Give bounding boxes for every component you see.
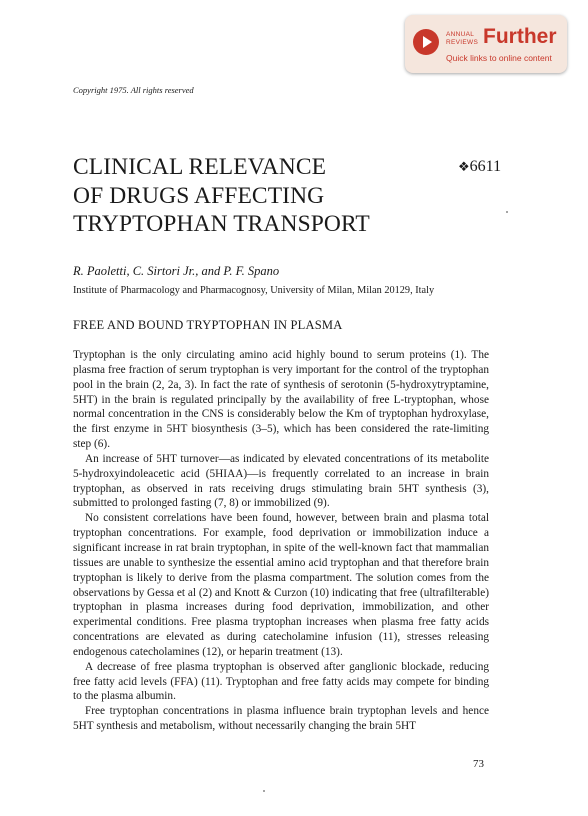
copyright-notice: Copyright 1975. All rights reserved [73, 85, 194, 95]
paragraph: A decrease of free plasma tryptophan is observed after ganglionic blockade, reducing free fatty acid levels (FFA) (11). Tryptophan and free fatty acids may compete for binding to the plasma albumin. [73, 660, 489, 703]
title-line: CLINICAL RELEVANCE [73, 154, 327, 180]
title-line: TRYPTOPHAN TRANSPORT [73, 211, 370, 237]
section-heading: FREE AND BOUND TRYPTOPHAN IN PLASMA [73, 318, 343, 332]
banner-subtitle: Quick links to online content [446, 53, 552, 63]
annual-reviews-logo-text: ANNUAL REVIEWS [446, 31, 479, 46]
page-number: 73 [473, 758, 484, 770]
authors: R. Paoletti, C. Sirtori Jr., and P. F. Spano [73, 264, 280, 278]
play-arrow-icon [413, 29, 439, 55]
paragraph: No consistent correlations have been found, however, between brain and plasma total tryptophan concentrations. For example, food deprivation or immobilization induce a significant increase in rat brain tryptophan, in spite of the well-known fact that mammalian tissues are unable to synthesize the essential amino acid tryptophan and that therefore brain tryptophan is likely to derive from the plasma compartment. The solution comes from the observations by Gessa et al (2) and Knott & Curzon (10) indicating that free (ultrafilterable) tryptophan in plasma increases during food deprivation, immobilization, and other experimental conditions. Free plasma tryptophan increases when plasma free fatty acids concentrations are elevated as during catecholamine infusion (11), stresses releasing endogenous catecholamines (12), or heparin treatment (13). [73, 512, 489, 658]
further-label: Further [483, 25, 557, 48]
annual-reviews-further-banner[interactable] [405, 15, 567, 73]
article-title [73, 153, 370, 239]
paragraph: An increase of 5HT turnover—as indicated by elevated concentrations of its metabolite 5-hydroxyindoleacetic acid (5HIAA)—is frequently correlated to an increase in brain tryptophan, as observed in rats receiving drugs stimulating brain 5HT synthesis (3), submitted to prolonged fasting (7, 8) or immobilized (9). [73, 452, 489, 510]
paragraph: Tryptophan is the only circulating amino acid highly bound to serum proteins (1). The plasma free fraction of serum tryptophan is very important for the control of the tryptophan pool in the brain (2, 2a, 3). In fact the rate of synthesis of serotonin (5-hydroxytryptamine, 5HT) in the brain is regulated principally by the availability of free L-tryptophan, whose normal concentration in the CNS is considerably below the Km of tryptophan hydroxylase, the first enzyme in 5HT biosynthesis (3–5), which has been considered the rate-limiting step (6). [73, 349, 489, 451]
article-code: ❖6611 [458, 158, 502, 175]
speck [506, 211, 508, 213]
affiliation: Institute of Pharmacology and Pharmacognosy, University of Milan, Milan 20129, Italy [73, 285, 435, 296]
speck [263, 790, 265, 792]
paragraph: Free tryptophan concentrations in plasma influence brain tryptophan levels and hence 5HT synthesis and metabolism, without necessarily changing the brain 5HT [73, 705, 489, 733]
article-body [73, 348, 489, 734]
diamond-icon: ❖ [458, 159, 470, 174]
title-line: OF DRUGS AFFECTING [73, 182, 325, 209]
